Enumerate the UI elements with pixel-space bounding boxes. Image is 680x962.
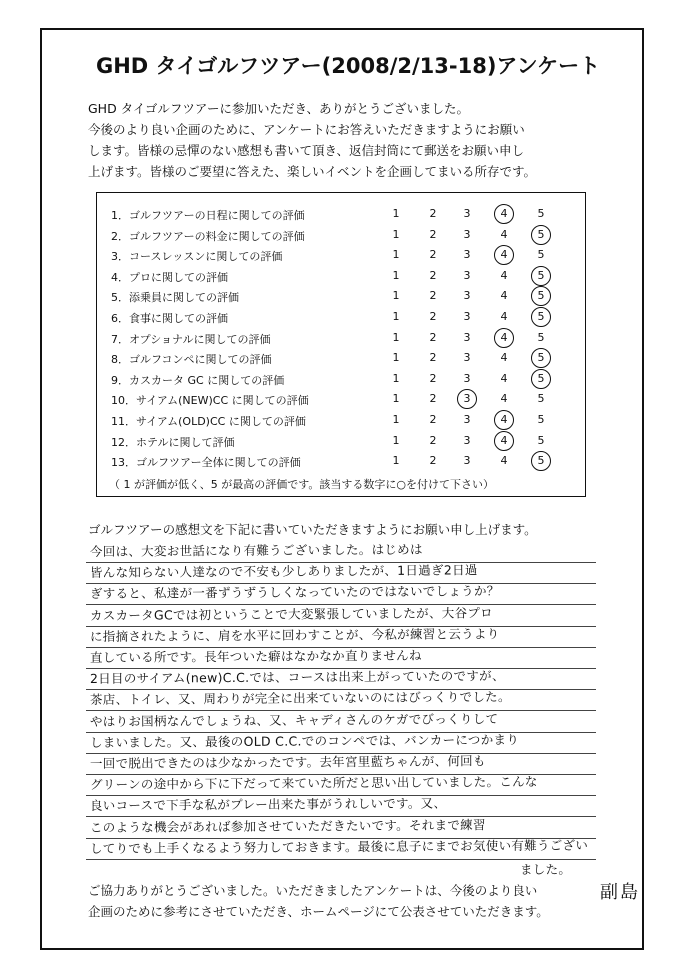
comment-text: してりでも上手くなるよう努力しておきます。最後に息子にまでお気使い有難うござい (89, 837, 589, 856)
comment-line (86, 688, 596, 711)
comment-text: ました。 (519, 861, 572, 877)
rating-option[interactable]: 5 (532, 289, 550, 302)
comment-text: グリーンの途中から下に下だって来ていた所だと思い出していました。こんな (89, 774, 538, 793)
comment-text: 2日目のサイアム(new)C.C.では、コースは出来上がっていたのですが、 (89, 668, 505, 687)
rating-option[interactable]: 3 (463, 454, 471, 468)
intro-text (88, 98, 588, 182)
rating-option[interactable]: 5 (537, 330, 545, 344)
rating-item-label: 5．添乗員に関しての評価 (111, 291, 239, 305)
rating-option[interactable]: 2 (429, 207, 437, 220)
comment-line (86, 731, 596, 754)
rating-option[interactable]: 4 (495, 413, 513, 426)
rating-option[interactable]: 2 (429, 351, 437, 365)
rating-option[interactable]: 2 (429, 310, 437, 323)
comment-text: 今回は、大変お世話になり有難うございました。はじめは (89, 541, 423, 559)
rating-option[interactable]: 1 (392, 248, 400, 262)
rating-option[interactable]: 4 (500, 392, 508, 406)
rating-item-label: 8．ゴルフコンペに関しての評価 (111, 353, 272, 367)
closing-text (88, 880, 608, 922)
rating-option[interactable]: 3 (463, 227, 471, 241)
rating-option[interactable]: 2 (429, 227, 437, 241)
comment-text: やはりお国柄なんでしょうね、又、キャディさんのケガでびっくりして (89, 710, 499, 729)
rating-option[interactable]: 5 (537, 207, 545, 220)
rating-item-label: 6．食事に関しての評価 (111, 312, 228, 325)
rating-option[interactable]: 5 (532, 351, 550, 364)
comment-line (86, 837, 596, 860)
rating-row (97, 411, 585, 431)
rating-option[interactable]: 3 (463, 289, 471, 303)
rating-option[interactable]: 2 (429, 268, 437, 282)
rating-option[interactable]: 4 (495, 248, 513, 261)
rating-item-label: 11．サイアム(OLD)CC に関しての評価 (111, 415, 306, 428)
rating-option[interactable]: 5 (532, 228, 550, 241)
rating-option[interactable]: 5 (537, 248, 545, 262)
rating-option[interactable]: 1 (392, 330, 400, 344)
rating-option[interactable]: 4 (500, 289, 508, 303)
comment-text: 一回で脱出できたのは少なかったです。去年宮里藍ちゃんが、何回も (89, 753, 486, 771)
rating-row (97, 205, 585, 225)
intro-line: します。皆様の忌憚のない感想も書いて頂き、返信封筒にて郵送をお願い申し (88, 143, 525, 158)
rating-option[interactable]: 2 (429, 454, 437, 468)
comment-text: 良いコースで下手な私がプレー出来た事がうれしいです。又、 (89, 795, 447, 814)
rating-option[interactable]: 5 (532, 310, 550, 323)
rating-option[interactable]: 4 (500, 454, 508, 468)
comment-text: に指摘されたように、肩を水平に回わすことが、今私が練習と云うより (89, 625, 500, 644)
rating-item-label: 9．カスカータ GC に関しての評価 (111, 373, 285, 387)
rating-option[interactable]: 3 (463, 413, 471, 426)
comment-text: しまいました。又、最後のOLD C.C.でのコンペでは、バンカーにつかまり (89, 731, 520, 750)
rating-option[interactable]: 5 (537, 413, 545, 426)
rating-option[interactable]: 5 (537, 392, 545, 406)
intro-line: GHD タイゴルフツアーに参加いただき、ありがとうございました。 (88, 101, 470, 116)
rating-row (97, 390, 585, 410)
rating-row (97, 308, 585, 328)
comment-line (86, 540, 596, 563)
rating-option[interactable]: 3 (463, 371, 471, 385)
rating-option[interactable]: 4 (500, 351, 508, 365)
rating-option[interactable]: 4 (500, 310, 508, 323)
rating-option[interactable]: 3 (458, 392, 476, 405)
comment-line (86, 710, 596, 733)
closing-line: 企画のために参考にさせていただき、ホームページにて公表させていただきます。 (88, 904, 549, 919)
rating-option[interactable]: 3 (463, 433, 471, 447)
rating-option[interactable]: 2 (429, 433, 437, 447)
comment-line (86, 794, 596, 817)
comment-line (86, 582, 596, 605)
rating-option[interactable]: 1 (392, 351, 400, 365)
comment-text: このような機会があれば参加させていただきたいです。それまで練習 (89, 816, 486, 835)
comment-line (86, 667, 596, 690)
rating-option[interactable]: 5 (532, 454, 550, 467)
rating-row (97, 329, 585, 349)
rating-table (96, 192, 586, 497)
rating-item-label: 7．オプショナルに関しての評価 (111, 332, 271, 346)
rating-row (97, 226, 585, 246)
comment-line (86, 604, 596, 627)
rating-option[interactable]: 5 (537, 433, 545, 447)
rating-option[interactable]: 2 (429, 392, 437, 406)
rating-row (97, 246, 585, 266)
rating-item-label: 3．コースレッスンに関しての評価 (111, 250, 283, 264)
rating-option[interactable]: 1 (392, 227, 400, 241)
page-title: GHD タイゴルフツアー(2008/2/13-18)アンケート (96, 54, 601, 78)
rating-option[interactable]: 1 (392, 433, 400, 447)
comment-line (86, 773, 596, 796)
rating-row (97, 267, 585, 287)
rating-option[interactable]: 1 (392, 371, 400, 385)
rating-option[interactable]: 4 (495, 331, 513, 344)
rating-option[interactable]: 4 (495, 434, 513, 447)
rating-option[interactable]: 4 (495, 207, 513, 220)
rating-item-label: 1．ゴルフツアーの日程に関しての評価 (111, 209, 305, 222)
rating-option[interactable]: 4 (500, 371, 508, 385)
rating-option[interactable]: 1 (392, 413, 400, 426)
rating-note: （ 1 が評価が低く、5 が最高の評価です。該当する数字に○を付けて下さい） (109, 478, 494, 491)
rating-option[interactable]: 4 (500, 268, 508, 282)
rating-item-label: 10．サイアム(NEW)CC に関しての評価 (111, 394, 309, 408)
rating-row (97, 349, 585, 369)
comment-text: カスカータGCでは初ということで大変緊張していましたが、大谷プロ (89, 604, 493, 623)
comments-heading: ゴルフツアーの感想文を下記に書いていただきますようにお願い申し上げます。 (88, 522, 537, 537)
rating-option[interactable]: 5 (532, 372, 550, 385)
rating-option[interactable]: 1 (392, 207, 400, 220)
rating-row (97, 287, 585, 307)
comment-text: 直している所です。長年ついた癖はなかなか直りませんね (89, 647, 422, 665)
signature: 副島 (600, 882, 640, 903)
rating-row (97, 370, 585, 390)
rating-option[interactable]: 2 (429, 248, 437, 262)
rating-option[interactable]: 4 (500, 227, 508, 241)
rating-item-label: 2．ゴルフツアーの料金に関しての評価 (111, 229, 305, 243)
rating-option[interactable]: 1 (392, 268, 400, 282)
rating-option[interactable]: 3 (463, 330, 471, 344)
rating-row (97, 452, 585, 472)
comment-text: ぎすると、私達が一番ずうずうしくなっていたのではないでしょうか？ (89, 583, 500, 602)
comment-line (86, 646, 596, 669)
rating-item-label: 13．ゴルフツアー全体に関しての評価 (111, 456, 301, 470)
rating-option[interactable]: 3 (463, 310, 471, 323)
comment-line (86, 625, 596, 648)
rating-option[interactable]: 3 (463, 248, 471, 262)
intro-line: 今後のより良い企画のために、アンケートにお答えいただきますようにお願い (88, 122, 525, 137)
rating-option[interactable]: 1 (392, 310, 400, 323)
rating-option[interactable]: 2 (429, 371, 437, 385)
rating-item-label: 4．プロに関しての評価 (111, 270, 228, 284)
rating-option[interactable]: 3 (463, 268, 471, 282)
comment-text: 皆んな知らない人達なので不安も少しありましたが、1日過ぎ2日過 (89, 562, 478, 581)
rating-option[interactable]: 1 (392, 454, 400, 468)
intro-line: 上げます。皆様のご要望に答えた、楽しいイベントを企画してまいる所存です。 (88, 164, 537, 179)
rating-row (97, 432, 585, 452)
rating-option[interactable]: 3 (463, 351, 471, 365)
comment-line (516, 858, 596, 880)
rating-option[interactable]: 1 (392, 289, 400, 303)
rating-option[interactable]: 1 (392, 392, 400, 406)
rating-item-label: 12．ホテルに関して評価 (111, 435, 235, 449)
rating-option[interactable]: 2 (429, 413, 437, 426)
closing-line: ご協力ありがとうございました。いただきましたアンケートは、今後のより良い (88, 883, 538, 898)
rating-option[interactable]: 2 (429, 330, 437, 344)
comment-line (86, 561, 596, 584)
rating-option[interactable]: 2 (429, 289, 437, 303)
rating-option[interactable]: 5 (532, 269, 550, 282)
rating-option[interactable]: 3 (463, 207, 471, 220)
comment-text: 茶店、トイレ、又、周わりが完全に出来ていないのにはびっくりでした。 (89, 689, 511, 708)
